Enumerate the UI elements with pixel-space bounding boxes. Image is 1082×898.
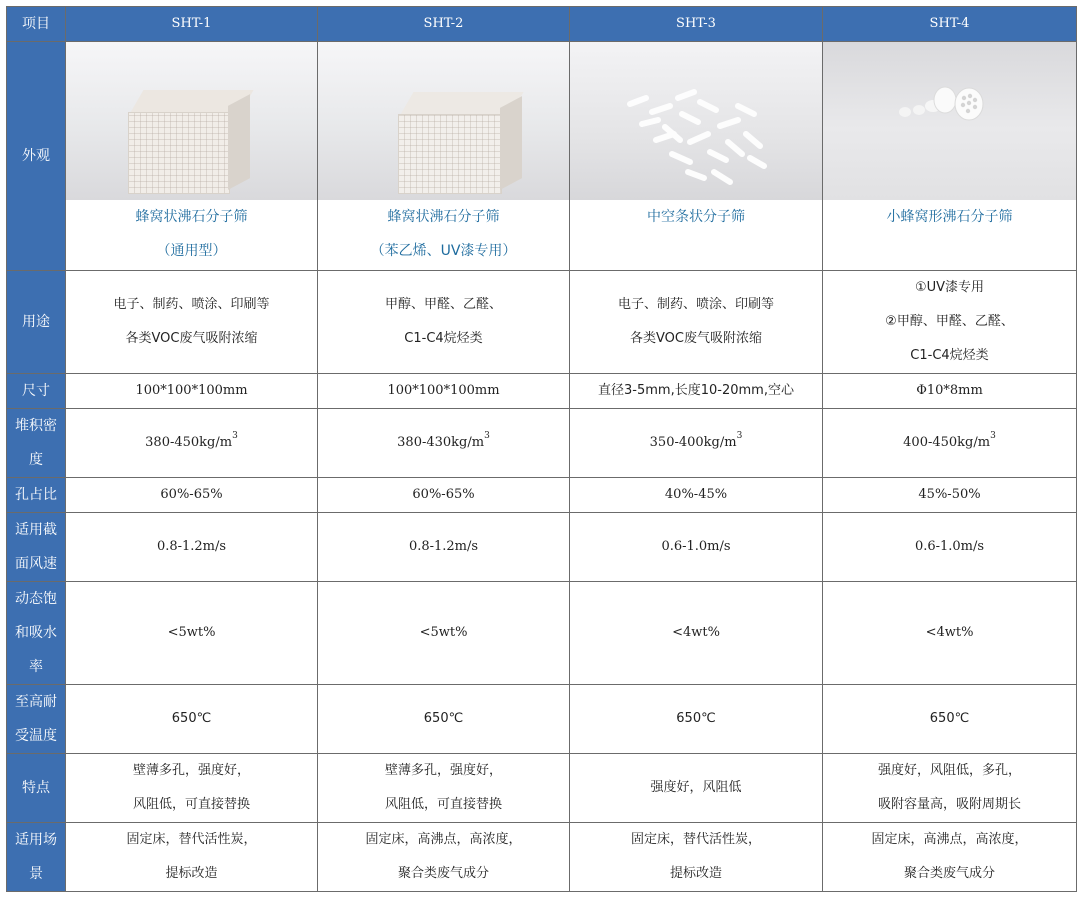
features-line: 强度好，风阻低 xyxy=(650,780,742,795)
velocity-cell-sht-3: 0.6-1.0m/s xyxy=(570,513,823,582)
hollow-strip-photo xyxy=(570,42,822,200)
velocity-label xyxy=(7,513,66,582)
density-row xyxy=(7,409,1077,478)
scenario-line: 固定床，高沸点，高浓度， xyxy=(365,832,522,847)
scenario-cell-sht-2 xyxy=(318,823,570,892)
water-row xyxy=(7,582,1077,685)
density-value: 380-430kg/m xyxy=(397,434,485,450)
water-cell-sht-3: <4wt% xyxy=(570,582,823,685)
usage-line: C1-C4烷烃类 xyxy=(404,331,483,346)
scenario-row xyxy=(7,823,1077,892)
density-cell-sht-3 xyxy=(570,409,823,478)
porosity-cell-sht-4: 45%-50% xyxy=(823,478,1077,513)
porosity-cell-sht-3: 40%-45% xyxy=(570,478,823,513)
appearance-cell-sht-2 xyxy=(318,42,570,271)
features-label: 特点 xyxy=(7,754,66,823)
temperature-cell-sht-2: 650℃ xyxy=(318,685,570,754)
usage-cell-sht-1 xyxy=(66,271,318,374)
water-label-line: 动态饱 xyxy=(15,591,57,607)
product-name: 小蜂窝形沸石分子筛 xyxy=(886,209,1013,225)
velocity-cell-sht-2: 0.8-1.2m/s xyxy=(318,513,570,582)
features-line: 强度好，风阻低，多孔， xyxy=(877,763,1021,778)
features-row xyxy=(7,754,1077,823)
density-exponent: 3 xyxy=(232,430,238,441)
column-header-sht-2: SHT-2 xyxy=(318,7,570,42)
scenario-line: 聚合类废气成分 xyxy=(903,866,995,881)
scenario-line: 提标改造 xyxy=(165,866,218,881)
temperature-row xyxy=(7,685,1077,754)
velocity-label-line: 面风速 xyxy=(15,556,57,572)
porosity-row xyxy=(7,478,1077,513)
temperature-cell-sht-1: 650℃ xyxy=(66,685,318,754)
scenario-cell-sht-3 xyxy=(570,823,823,892)
features-line: 风阻低，可直接替换 xyxy=(384,797,502,812)
velocity-row xyxy=(7,513,1077,582)
temperature-cell-sht-4: 650℃ xyxy=(823,685,1077,754)
scenario-line: 聚合类废气成分 xyxy=(397,866,489,881)
usage-label: 用途 xyxy=(7,271,66,374)
features-line: 吸附容量高，吸附周期长 xyxy=(877,797,1021,812)
column-header-sht-3: SHT-3 xyxy=(570,7,823,42)
porosity-cell-sht-2: 60%-65% xyxy=(318,478,570,513)
features-cell-sht-1 xyxy=(66,754,318,823)
size-row xyxy=(7,374,1077,409)
temperature-label-line: 受温度 xyxy=(15,728,57,744)
usage-line: ①UV漆专用 xyxy=(914,280,985,295)
size-cell-sht-1: 100*100*100mm xyxy=(66,374,318,409)
temperature-label xyxy=(7,685,66,754)
scenario-line: 固定床，替代活性炭， xyxy=(630,832,761,847)
honeycomb-block-photo xyxy=(66,42,317,200)
size-cell-sht-3: 直径3-5mm,长度10-20mm,空心 xyxy=(570,374,823,409)
density-cell-sht-1 xyxy=(66,409,318,478)
porosity-label: 孔占比 xyxy=(7,478,66,513)
velocity-cell-sht-4: 0.6-1.0m/s xyxy=(823,513,1077,582)
scenario-cell-sht-1 xyxy=(66,823,318,892)
usage-cell-sht-4 xyxy=(823,271,1077,374)
scenario-line: 固定床，高沸点，高浓度， xyxy=(871,832,1028,847)
density-cell-sht-2 xyxy=(318,409,570,478)
usage-line: 甲醇、甲醛、乙醛、 xyxy=(384,297,502,312)
usage-line: 各类VOC废气吸附浓缩 xyxy=(125,331,258,346)
temperature-label-line: 至高耐 xyxy=(15,694,57,710)
header-row xyxy=(7,7,1077,42)
water-cell-sht-4: <4wt% xyxy=(823,582,1077,685)
product-name: 中空条状分子筛 xyxy=(647,209,745,225)
usage-line: ②甲醇、甲醛、乙醛、 xyxy=(885,314,1014,329)
column-header-sht-4: SHT-4 xyxy=(823,7,1077,42)
density-exponent: 3 xyxy=(736,430,743,441)
usage-cell-sht-2 xyxy=(318,271,570,374)
density-value: 380-450kg/m xyxy=(145,434,233,450)
scenario-label-line: 适用场 xyxy=(15,832,57,848)
usage-cell-sht-3 xyxy=(570,271,823,374)
water-label-line: 和吸水 xyxy=(15,625,57,641)
honeycomb-block-photo xyxy=(318,42,569,200)
water-label-line: 率 xyxy=(29,659,43,675)
features-line: 壁薄多孔，强度好， xyxy=(132,763,250,778)
product-name: 蜂窝状沸石分子筛 xyxy=(387,209,500,225)
temperature-cell-sht-3: 650℃ xyxy=(570,685,823,754)
appearance-row xyxy=(7,42,1077,271)
hollow-strip-pile xyxy=(570,42,822,200)
appearance-cell-sht-1 xyxy=(66,42,318,271)
appearance-cell-sht-4 xyxy=(823,42,1077,271)
features-cell-sht-2 xyxy=(318,754,570,823)
features-cell-sht-3 xyxy=(570,754,823,823)
water-cell-sht-2: <5wt% xyxy=(318,582,570,685)
density-value: 400-450kg/m xyxy=(903,434,991,450)
velocity-label-line: 适用截 xyxy=(15,522,57,538)
scenario-line: 固定床，替代活性炭， xyxy=(126,832,257,847)
usage-line: C1-C4烷烃类 xyxy=(910,348,989,363)
usage-line: 各类VOC废气吸附浓缩 xyxy=(630,331,762,346)
features-line: 壁薄多孔，强度好， xyxy=(384,763,502,778)
features-cell-sht-4 xyxy=(823,754,1077,823)
usage-row xyxy=(7,271,1077,374)
porosity-cell-sht-1: 60%-65% xyxy=(66,478,318,513)
scenario-line: 提标改造 xyxy=(669,866,722,881)
features-line: 风阻低，可直接替换 xyxy=(132,797,250,812)
density-label-line: 度 xyxy=(29,452,43,468)
appearance-label: 外观 xyxy=(7,42,66,271)
column-header-sht-1: SHT-1 xyxy=(66,7,318,42)
product-type: （通用型） xyxy=(156,243,227,259)
density-value: 350-400kg/m xyxy=(649,434,737,450)
scenario-label xyxy=(7,823,66,892)
density-label-line: 堆积密 xyxy=(15,418,57,434)
size-cell-sht-2: 100*100*100mm xyxy=(318,374,570,409)
product-type: （苯乙烯、UV漆专用） xyxy=(370,243,517,259)
usage-line: 电子、制药、喷涂、印刷等 xyxy=(113,297,270,312)
small-honeycomb-photo xyxy=(823,42,1076,200)
size-cell-sht-4: Φ10*8mm xyxy=(823,374,1077,409)
density-exponent: 3 xyxy=(484,430,490,441)
density-cell-sht-4 xyxy=(823,409,1077,478)
density-exponent: 3 xyxy=(990,430,996,441)
density-label xyxy=(7,409,66,478)
item-header: 项目 xyxy=(7,7,66,42)
scenario-label-line: 景 xyxy=(29,866,43,882)
usage-line: 电子、制药、喷涂、印刷等 xyxy=(617,297,774,312)
scenario-cell-sht-4 xyxy=(823,823,1077,892)
water-cell-sht-1: <5wt% xyxy=(66,582,318,685)
velocity-cell-sht-1: 0.8-1.2m/s xyxy=(66,513,318,582)
small-honeycomb-pellets xyxy=(823,42,1076,200)
appearance-cell-sht-3 xyxy=(570,42,823,271)
water-label xyxy=(7,582,66,685)
size-label: 尺寸 xyxy=(7,374,66,409)
spec-table xyxy=(6,6,1077,892)
product-name: 蜂窝状沸石分子筛 xyxy=(135,209,248,225)
